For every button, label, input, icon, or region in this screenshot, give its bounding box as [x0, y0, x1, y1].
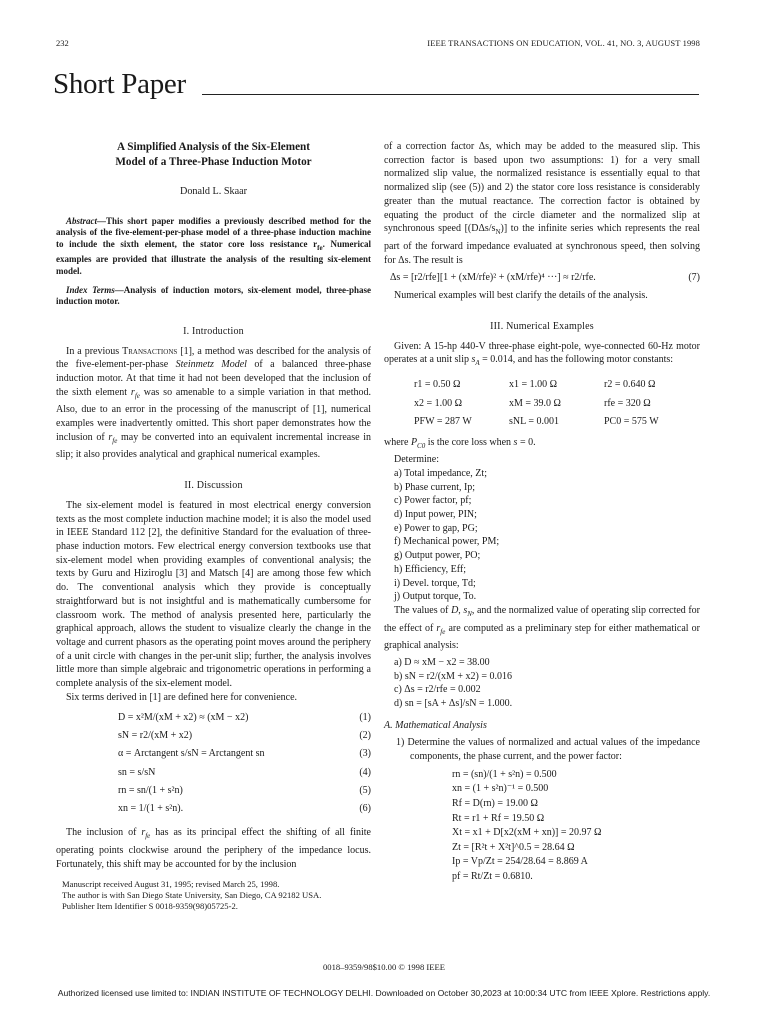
footnote: Manuscript received August 31, 1995; revised March 25, 1998. The author is with San Diego State University, San Diego, CA 92182 USA. Publisher Item Identifier S 0018-9359(98)05725-2. — [62, 879, 322, 912]
section-heading-numerical: III. Numerical Examples — [490, 321, 594, 333]
list-item: i) Devel. torque, Td; — [394, 577, 476, 589]
calc-line: Rf = D(rn) = 19.00 Ω — [452, 798, 538, 810]
equation-7: Δs = [r2/rfe][1 + (xM/rfe)² + (xM/rfe)⁴ ···] ≈ r2/rfe. (7) — [390, 272, 700, 284]
index-terms: Index Terms—Analysis of induction motors, six-element model, three-phase induction motor. — [56, 284, 371, 307]
license-notice: Authorized licensed use limited to: INDIAN INSTITUTE OF TECHNOLOGY DELHI. Downloaded on October 30,2023 at 10:00:34 UTC from IEEE Xplore. Restrictions apply. — [57, 988, 711, 998]
section-heading-discussion: II. Discussion — [184, 480, 243, 492]
list-item: b) Phase current, Ip; — [394, 481, 476, 493]
left-column — [56, 140, 371, 912]
equation-1: D = x²M/(xM + x2) ≈ (xM − x2) (1) — [118, 711, 371, 723]
calc-line: xn = (1 + s²n)⁻¹ = 0.500 — [452, 783, 549, 795]
calc-line: Rt = r1 + Rf = 19.50 Ω — [452, 812, 545, 824]
numerical-intro: Numerical examples will best clarify the details of the analysis. — [394, 290, 648, 302]
list-item: d) sn = [sA + Δs]/sN = 1.000. — [394, 698, 513, 710]
calc-line: Zt = [R²t + X²t]^0.5 = 28.64 Ω — [452, 841, 575, 853]
header-rule — [202, 94, 699, 95]
list-item: d) Input power, PIN; — [394, 509, 477, 521]
right-column — [384, 140, 700, 885]
equation-6: xn = 1/(1 + s²n). (6) — [118, 803, 371, 815]
step-1: 1) Determine the values of normalized and actual values of the impedance components, the phase current, and the power factor: — [396, 737, 700, 763]
given-paragraph: Given: A 15-hp 440-V three-phase eight-pole, wye-connected 60-Hz motor operates at a unit slip $s_A = 0.014$, and has the following motor constants: — [384, 340, 700, 368]
author: Donald L. Skaar — [179, 186, 248, 198]
calc-line: Ip = Vp/Zt = 254/28.64 = 8.869 A — [452, 856, 588, 868]
discussion-paragraph-3: The inclusion of $r_{fe}$ has as its principal effect the shifting of all finite operating points clockwise around the periphery of the impedance locus. Fortunately, this shift may be accounted for by the inclusion — [56, 827, 371, 870]
list-item: j) Output torque, To. — [394, 591, 477, 603]
list-item: c) Power factor, pf; — [394, 495, 472, 507]
list-item: f) Mechanical power, PM; — [394, 536, 500, 548]
list-item: c) Δs = r2/rfe = 0.002 — [394, 684, 481, 696]
calculation-list — [384, 768, 700, 885]
calc-line: Xt = x1 + D[x2(xM + xn)] = 20.97 Ω — [452, 827, 602, 839]
paper-title: A Simplified Analysis of the Six-Element Model of a Three-Phase Induction Motor — [115, 141, 312, 168]
copyright-line: 0018–9359/98$10.00 © 1998 IEEE — [322, 962, 446, 972]
journal-header: IEEE TRANSACTIONS ON EDUCATION, VOL. 41, NO. 3, AUGUST 1998 — [427, 38, 700, 48]
introduction-paragraph: In a previous Transactions [1], a method was described for the analysis of the five-element-per-phase Steinmetz Model of a balanced three-phase induction motor. At that time it had not been developed that the inclusion of the sixth element $r_{fe}$ was so amenable to a simple variation in that method. Also, due to an error in the processing of the manuscript of [1], numerical examples were inadvertently omitted. This short paper demonstrates how the inclusion of $r_{fe}$ may be converted into an equivalent incremental increase in slip; it also provides analytical and graphical numerical examples. — [56, 345, 372, 461]
correction-paragraph: of a correction factor Δs, which may be added to the measured slip. This correction factor is based upon two assumptions: 1) for a very small normalized slip value, the normalized resistance is essentially equal to that normalized slip (see (5)) and 2) the stator core loss resistance is considerably greater than the mutual reactance. The correction factor is obtained by equating the product of the circle diameter and the normalized slip at synchronous speed $[(D\Delta s/s_N)]$ to the infinite series which represents the real part of the forward impedance evaluated at synchronous speed, then solving for Δs. The result is — [384, 141, 700, 266]
calc-line: rn = (sn)/(1 + s²n) = 0.500 — [452, 768, 557, 780]
discussion-paragraph-2: Six terms derived in [1] are defined here for convenience. — [66, 691, 298, 703]
discussion-paragraph: The six-element model is featured in most electrical energy conversion texts as the most complete induction machine model; it is also the model used in IEEE Standard 112 [2], the definitive Standard for the evaluation of three-phase induction motors. Few electrical energy conversion textbooks use that six-element model when providing examples of conventional analysis; the texts by Guru and Hiziroglu [3] and Matsch [4] are among those few which do. The conventional analysis which they provide is conceptually straightforward but is not insightful and is mathematically cumbersome for classroom work. The method of analysis presented here, particularly the graphical approach, allows the student to visualize clearly the change in the voltage and current phasors as the operating point moves around the periphery of a unit circle with changes in the per-unit slip; further, the analysis involves little more than simple algebraic and trigonometric operations in performing a complete analysis of the six-element model. — [56, 499, 371, 690]
equation-3: α = Arctangent s/sN = Arctangent sn (3) — [118, 748, 371, 760]
section-heading-introduction: I. Introduction — [183, 325, 244, 337]
equation-2: sN = r2/(xM + x2) (2) — [118, 730, 371, 742]
equation-5: rn = sn/(1 + s²n) (5) — [118, 784, 371, 796]
subsection-mathematical-analysis: A. Mathematical Analysis — [384, 719, 487, 731]
equations-1-6 — [56, 708, 371, 818]
page-number: 232 — [56, 38, 69, 48]
equation-4: sn = s/sN (4) — [118, 766, 371, 778]
calc-line: pf = Rt/Zt = 0.6810. — [452, 871, 533, 883]
determine-list — [384, 467, 700, 604]
list-item: g) Output power, PO; — [394, 550, 481, 562]
preliminary-paragraph: The values of D, $s_N$, and the normalized value of operating slip corrected for the effect of $r_{fe}$ are computed as a preliminary step for either mathematical or graphical analysis: — [384, 604, 700, 652]
determine-label: Determine: — [394, 454, 439, 466]
section-label: Short Paper — [53, 68, 186, 100]
list-item: a) Total impedance, Zt; — [394, 468, 487, 480]
list-item: h) Efficiency, Eff; — [394, 563, 467, 575]
list-item: b) sN = r2/(xM + x2) = 0.016 — [394, 670, 513, 682]
preliminary-list — [384, 656, 700, 711]
list-item: e) Power to gap, PG; — [394, 522, 478, 534]
abstract: Abstract—This short paper modifies a previously described method for the analysis of the five-element-per-phase model of a three-phase induction machine to include the sixth element, the stator core loss resistance $r_{fe}$. Numerical examples are provided that illustrate the analysis of the resulting six-element model. — [56, 215, 371, 277]
list-item: a) D ≈ xM − x2 = 38.00 — [394, 657, 490, 669]
where-line: where $P_{C0}$ is the core loss when s = 0. — [384, 436, 536, 450]
motor-constants: r1 = 0.50 Ω x1 = 1.00 Ω r2 = 0.640 Ω x2 = 1.00 Ω xM = 39.0 Ω rfe = 320 Ω PFW = 287 W sNL = 0.001 PC0 = 575 W — [414, 379, 659, 428]
